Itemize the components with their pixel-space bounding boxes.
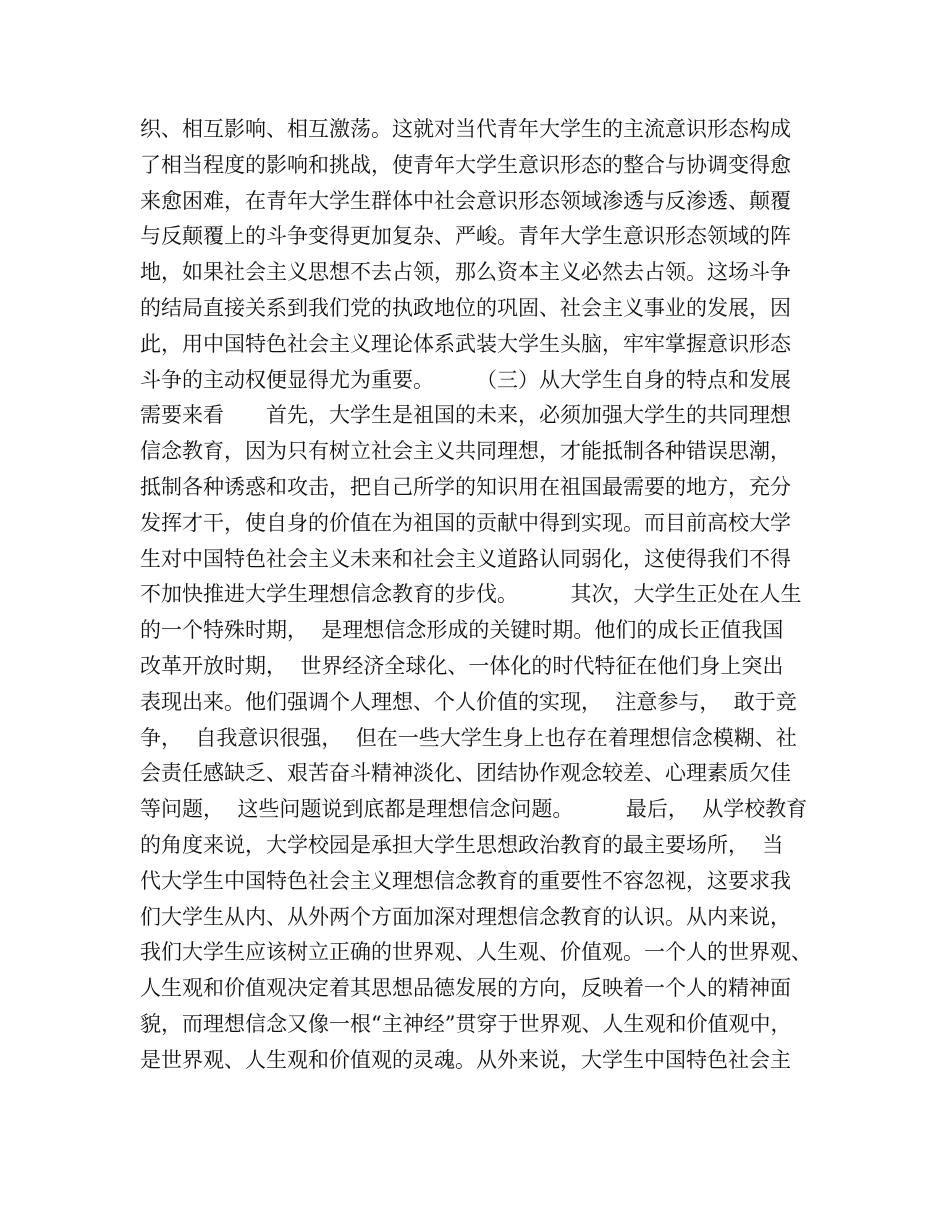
body-text — [140, 112, 820, 1079]
text-line: 们大学生从内、从外两个方面加深对理想信念教育的认识。从内来说， — [140, 904, 791, 929]
text-line: 需要来看 首先，大学生是祖国的未来，必须加强大学生的共同理想 — [140, 403, 791, 428]
text-line: 争， 自我意识很强， 但在一些大学生身上也存在着理想信念模糊、社 — [140, 725, 797, 750]
text-line: 的一个特殊时期， 是理想信念形成的关键时期。他们的成长正值我国 — [140, 618, 784, 643]
text-line: 我们大学生应该树立正确的世界观、人生观、价值观。一个人的世界观、 — [140, 940, 812, 965]
text-line: 抵制各种诱惑和攻击，把自己所学的知识用在祖国最需要的地方，充分 — [140, 474, 791, 499]
text-line: 与反颠覆上的斗争变得更加复杂、严峻。青年大学生意识形态领域的阵 — [140, 224, 791, 249]
text-line: 表现出来。他们强调个人理想、个人价值的实现， 注意参与， 敢于竞 — [140, 689, 797, 714]
text-line: 发挥才干，使自身的价值在为祖国的贡献中得到实现。而目前高校大学 — [140, 510, 791, 535]
text-line: 等问题， 这些问题说到底都是理想信念问题。 最后， 从学校教育 — [140, 797, 808, 822]
text-line: 地，如果社会主义思想不去占领，那么资本主义必然去占领。这场斗争 — [140, 260, 791, 285]
text-line: 织、相互影响、相互激荡。这就对当代青年大学生的主流意识形态构成 — [140, 117, 791, 141]
text-line: 的角度来说，大学校园是承担大学生思想政治教育的最主要场所， 当 — [140, 832, 784, 857]
text-line: 会责任感缺乏、艰苦奋斗精神淡化、团结协作观念较差、心理素质欠佳 — [140, 761, 791, 786]
text-line: 了相当程度的影响和挑战，使青年大学生意识形态的整合与协调变得愈 — [140, 152, 791, 177]
text-line: 此，用中国特色社会主义理论体系武装大学生头脑，牢牢掌握意识形态 — [140, 331, 791, 356]
text-line: 人生观和价值观决定着其思想品德发展的方向，反映着一个人的精神面 — [140, 976, 791, 1001]
text-line: 改革开放时期， 世界经济全球化、一体化的时代特征在他们身上突出 — [140, 653, 784, 678]
text-line: 斗争的主动权便显得尤为重要。 （三）从大学生自身的特点和发展 — [140, 367, 791, 392]
text-line: 代大学生中国特色社会主义理想信念教育的重要性不容忽视，这要求我 — [140, 868, 791, 893]
text-line: 信念教育，因为只有树立社会主义共同理想，才能抵制各种错误思潮， — [140, 439, 791, 464]
text-line: 貌，而理想信念又像一根“主神经”贯穿于世界观、人生观和价值观中， — [140, 1011, 792, 1036]
text-line: 生对中国特色社会主义未来和社会主义道路认同弱化，这使得我们不得 — [140, 546, 791, 571]
text-line: 是世界观、人生观和价值观的灵魂。从外来说，大学生中国特色社会主 — [140, 1047, 791, 1072]
text-line: 的结局直接关系到我们党的执政地位的巩固、社会主义事业的发展，因 — [140, 295, 791, 320]
text-line: 不加快推进大学生理想信念教育的步伐。 其次，大学生正处在人生 — [140, 582, 802, 607]
text-line: 来愈困难，在青年大学生群体中社会意识形态领域渗透与反渗透、颠覆 — [140, 188, 791, 213]
